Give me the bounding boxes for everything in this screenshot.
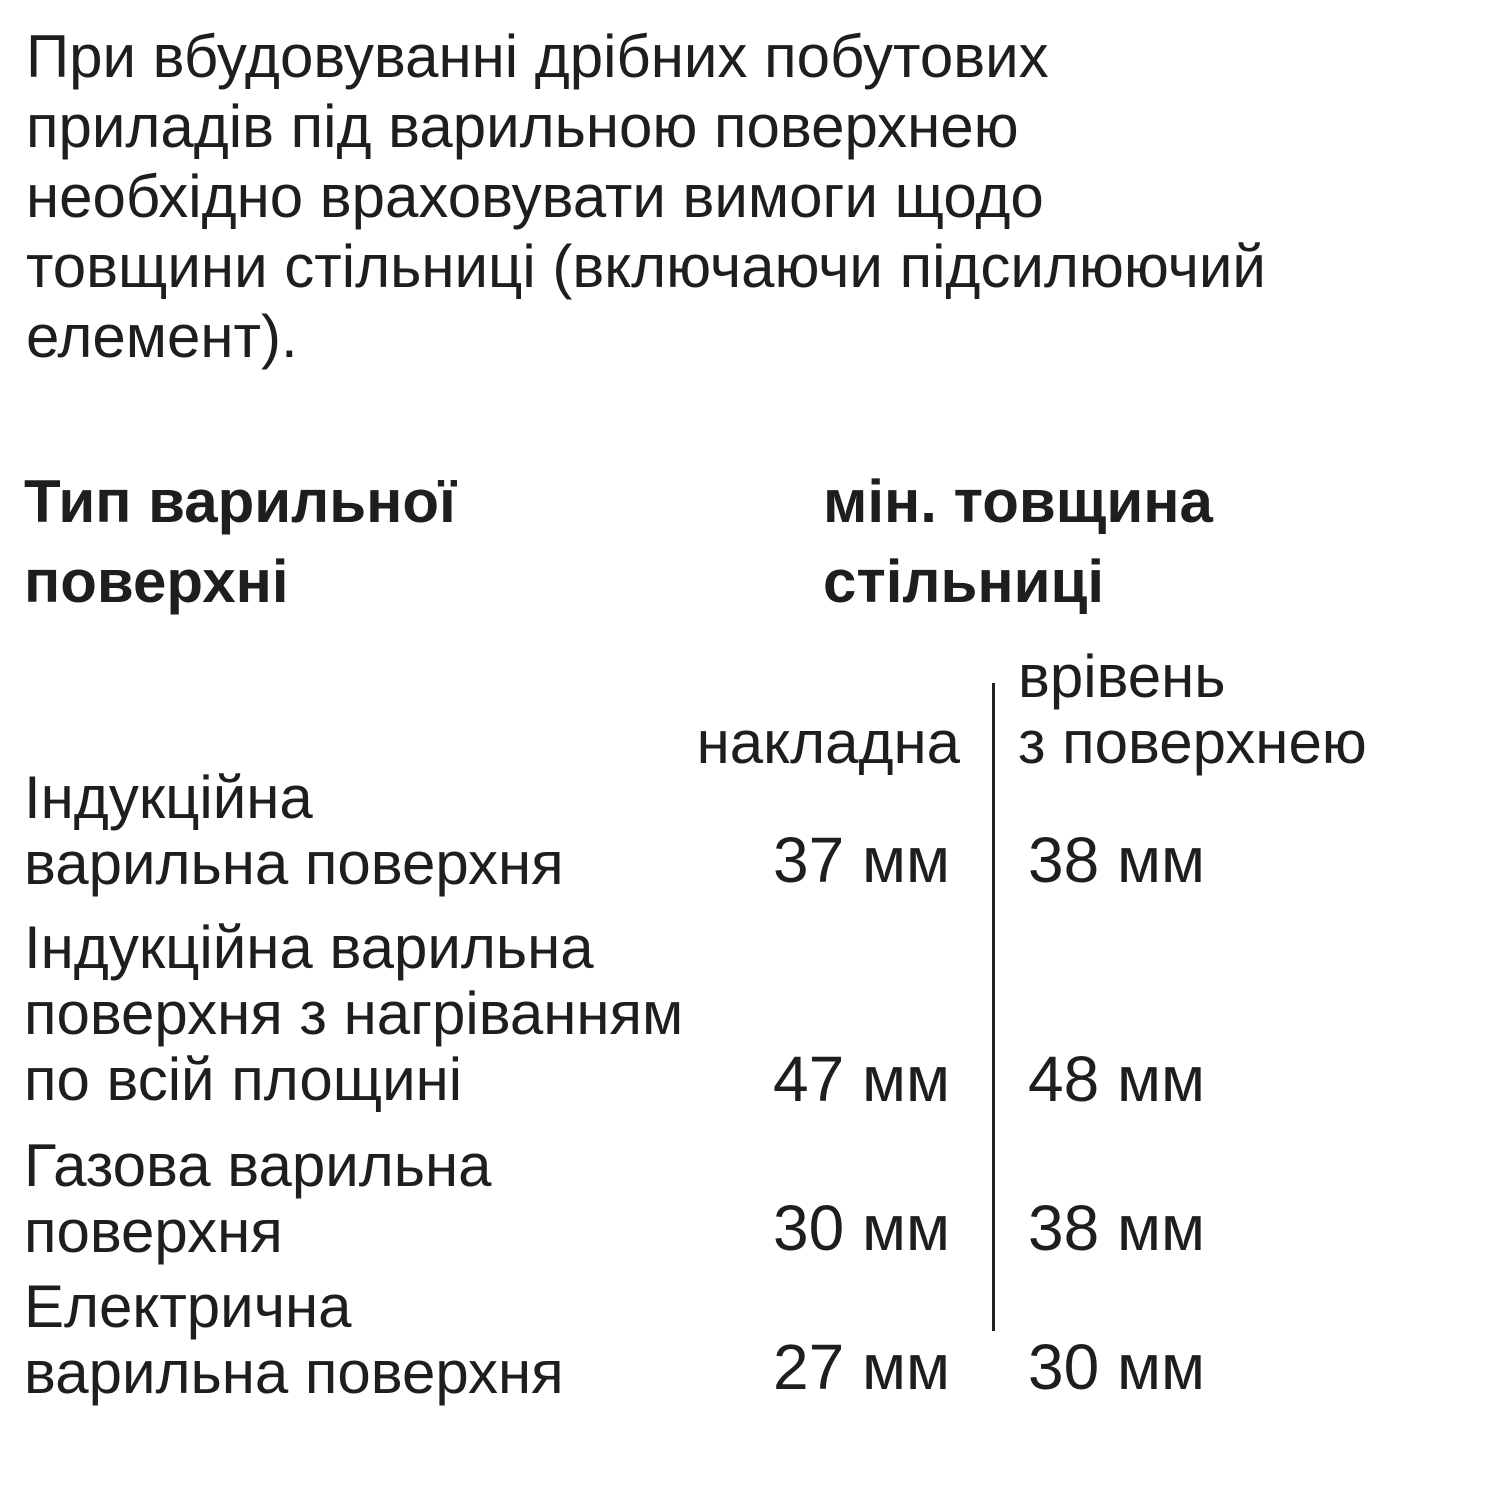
row-value-overlay: 47 мм <box>773 1043 950 1115</box>
intro-line: елемент). <box>26 303 298 370</box>
header-hob-type: Тип варильної поверхні <box>24 468 456 615</box>
column-header-flush: врівень з поверхнею <box>1018 643 1367 776</box>
row-label-induction-full-surface: Індукційна варильна поверхня з нагріванням по всій площині <box>24 914 684 1113</box>
row-label-induction: Індукційна варильна поверхня <box>24 764 564 897</box>
column-divider <box>992 683 995 1331</box>
intro-line: товщини стільниці (включаючи підсилюючий <box>26 233 1266 300</box>
row-value-flush: 38 мм <box>1028 1192 1205 1264</box>
intro-paragraph <box>26 22 1486 372</box>
row-value-flush: 30 мм <box>1028 1331 1205 1403</box>
intro-line: необхідно враховувати вимоги щодо <box>26 163 1044 230</box>
row-value-overlay: 30 мм <box>773 1192 950 1264</box>
intro-line: При вбудовуванні дрібних побутових <box>26 23 1049 90</box>
row-label-electric: Електрична варильна поверхня <box>24 1273 564 1406</box>
row-value-overlay: 27 мм <box>773 1331 950 1403</box>
intro-line: приладів під варильною поверхнею <box>26 93 1019 160</box>
row-label-gas: Газова варильна поверхня <box>24 1132 492 1265</box>
row-value-flush: 48 мм <box>1028 1043 1205 1115</box>
row-value-overlay: 37 мм <box>773 824 950 896</box>
column-header-overlay: накладна <box>696 709 960 776</box>
header-min-thickness: мін. товщина стільниці <box>823 468 1213 615</box>
row-value-flush: 38 мм <box>1028 824 1205 896</box>
